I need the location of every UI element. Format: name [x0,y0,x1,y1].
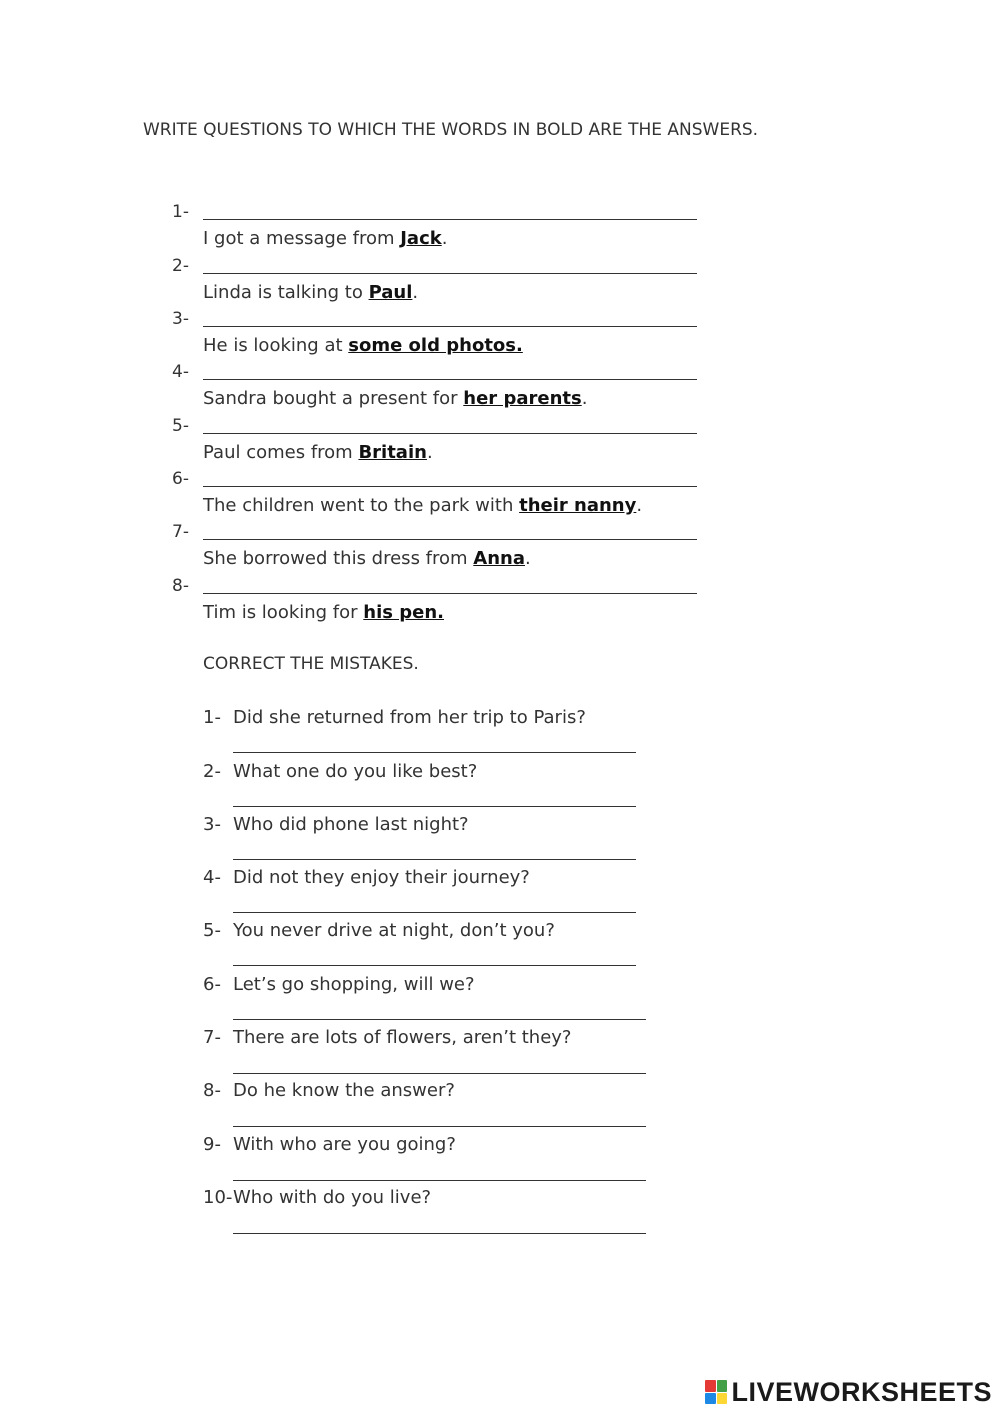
correction-line-10[interactable] [233,1233,646,1234]
answer-line-8[interactable] [203,593,697,594]
correction-line-5[interactable] [233,965,636,966]
sentence-3: He is looking at some old photos. [203,335,523,356]
mistake-question-4: 4- Did not they enjoy their journey? [203,867,530,888]
section1-title: WRITE QUESTIONS TO WHICH THE WORDS IN BOLD ARE THE ANSWERS. [143,120,759,140]
logo-cube-green [717,1380,728,1392]
correction-line-1[interactable] [233,752,636,753]
mistake-question-1: 1- Did she returned from her trip to Paris? [203,707,586,728]
sentence-2: Linda is talking to Paul. [203,282,419,303]
liveworksheets-logo[interactable] [705,1377,992,1407]
item-number: 7- [172,522,189,542]
logo-text: LIVEWORKSHEETS [731,1376,992,1407]
correction-line-8[interactable] [233,1126,646,1127]
mistake-question-2: 2- What one do you like best? [203,761,478,782]
item-number: 1- [172,202,189,222]
logo-cube-red [705,1380,716,1392]
mistake-question-5: 5- You never drive at night, don’t you? [203,920,555,941]
correction-line-3[interactable] [233,859,636,860]
logo-cube-yellow [717,1393,728,1405]
correction-line-2[interactable] [233,806,636,807]
answer-line-6[interactable] [203,486,697,487]
mistake-question-10: 10-Who with do you live? [203,1187,432,1208]
item-number: 2- [172,256,189,276]
mistake-question-8: 8- Do he know the answer? [203,1080,455,1101]
sentence-6: The children went to the park with their nanny. [203,495,643,516]
answer-line-3[interactable] [203,326,697,327]
correction-line-7[interactable] [233,1073,646,1074]
sentence-5: Paul comes from Britain. [203,442,433,463]
item-number: 3- [172,309,189,329]
logo-cube-blue [705,1393,716,1405]
sentence-1: I got a message from Jack. [203,228,448,249]
answer-line-4[interactable] [203,379,697,380]
sentence-8: Tim is looking for his pen. [203,602,444,623]
correction-line-6[interactable] [233,1019,646,1020]
answer-line-1[interactable] [203,219,697,220]
correction-line-9[interactable] [233,1180,646,1181]
sentence-4: Sandra bought a present for her parents. [203,388,588,409]
answer-line-7[interactable] [203,539,697,540]
item-number: 4- [172,362,189,382]
mistake-question-9: 9- With who are you going? [203,1134,456,1155]
logo-cube-icon [705,1380,727,1404]
item-number: 5- [172,416,189,436]
mistake-question-3: 3- Who did phone last night? [203,814,469,835]
correction-line-4[interactable] [233,912,636,913]
sentence-7: She borrowed this dress from Anna. [203,548,531,569]
item-number: 6- [172,469,189,489]
answer-line-5[interactable] [203,433,697,434]
mistake-question-6: 6- Let’s go shopping, will we? [203,974,475,995]
item-number: 8- [172,576,189,596]
mistake-question-7: 7- There are lots of flowers, aren’t they? [203,1027,572,1048]
answer-line-2[interactable] [203,273,697,274]
section2-title: CORRECT THE MISTAKES. [203,654,419,674]
